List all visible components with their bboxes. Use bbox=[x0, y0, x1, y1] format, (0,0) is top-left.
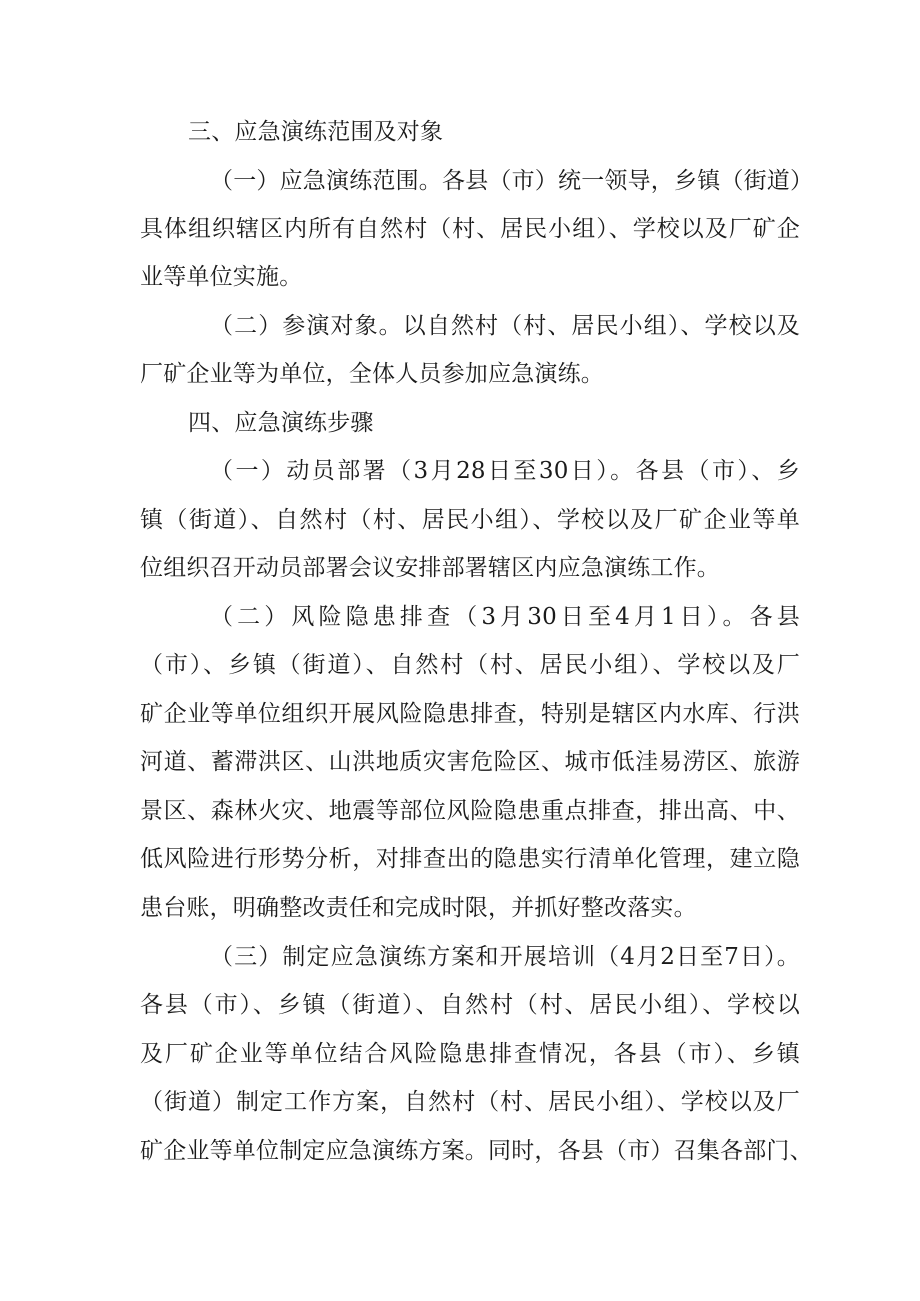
paragraph-line: （市）、乡镇（街道）、自然村（村、居民小组）、学校以及厂 bbox=[140, 652, 800, 678]
paragraph-line: 具体组织辖区内所有自然村（村、居民小组）、学校以及厂矿企 bbox=[140, 216, 800, 242]
paragraph-line: （一）动员部署（3月28日至30日）。各县（市）、乡 bbox=[210, 458, 800, 484]
section-heading-4: 四、应急演练步骤 bbox=[188, 410, 374, 436]
paragraph-line: （三）制定应急演练方案和开展培训（4月2日至7日）。 bbox=[210, 944, 800, 970]
paragraph-line: 位组织召开动员部署会议安排部署辖区内应急演练工作。 bbox=[140, 555, 720, 581]
paragraph-line: 景区、森林火灾、地震等部位风险隐患重点排查，排出高、中、 bbox=[140, 798, 800, 824]
paragraph-line: 各县（市）、乡镇（街道）、自然村（村、居民小组）、学校以 bbox=[140, 992, 800, 1018]
paragraph-line: （二）参演对象。以自然村（村、居民小组）、学校以及 bbox=[210, 313, 800, 339]
paragraph-line: （二）风险隐患排查（3月30日至4月1日）。各县 bbox=[210, 604, 800, 630]
paragraph-line: 及厂矿企业等单位结合风险隐患排查情况，各县（市）、乡镇 bbox=[140, 1041, 800, 1067]
paragraph-line: 患台账，明确整改责任和完成时限，并抓好整改落实。 bbox=[140, 895, 697, 921]
paragraph-line: （一）应急演练范围。各县（市）统一领导，乡镇（街道） bbox=[210, 168, 814, 194]
paragraph-line: 矿企业等单位组织开展风险隐患排查，特别是辖区内水库、行洪 bbox=[140, 701, 800, 727]
paragraph-line: 河道、蓄滞洪区、山洪地质灾害危险区、城市低洼易涝区、旅游 bbox=[140, 749, 800, 775]
paragraph-line: 厂矿企业等为单位，全体人员参加应急演练。 bbox=[140, 361, 604, 387]
paragraph-line: 低风险进行形势分析，对排查出的隐患实行清单化管理，建立隐 bbox=[140, 846, 800, 872]
paragraph-line: 矿企业等单位制定应急演练方案。同时，各县（市）召集各部门、 bbox=[140, 1138, 813, 1164]
paragraph-line: 镇（街道）、自然村（村、居民小组）、学校以及厂矿企业等单 bbox=[140, 507, 800, 533]
section-heading-3: 三、应急演练范围及对象 bbox=[188, 119, 444, 145]
paragraph-line: （街道）制定工作方案，自然村（村、居民小组）、学校以及厂 bbox=[140, 1089, 800, 1115]
paragraph-line: 业等单位实施。 bbox=[140, 264, 303, 290]
